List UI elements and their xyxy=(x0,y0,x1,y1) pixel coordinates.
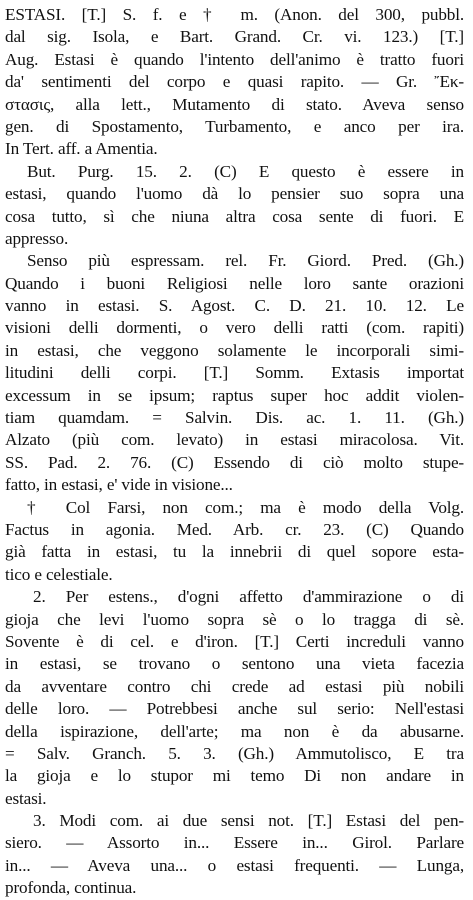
text-line: ESTASI. [T.] S. f. e † m. (Anon. del 300, pubbl. xyxy=(5,5,464,24)
text-line: Alzato (più com. levato) in estasi miracolosa. Vit. xyxy=(5,430,464,450)
text-line: gioja che levi l'uomo sopra sè o lo tragga di sè. xyxy=(5,609,464,629)
text-line: dal sig. Isola, e Bart. Grand. Cr. vi. 123.) [T.] xyxy=(5,27,464,47)
text-line: cosa tutto, sì che niuna altra cosa sente di fuori. E xyxy=(5,206,464,226)
text-line: la gioja e lo stupor mi temo Di non andare in xyxy=(5,766,464,786)
text-line: in... — Aveva una... o estasi frequenti. — Lunga, xyxy=(5,855,464,875)
text-line: tico e celestiale. xyxy=(5,564,113,584)
text-line: tiam quamdam. = Salvin. Dis. ac. 1. 11. (Gh.) xyxy=(5,408,464,428)
entry-body xyxy=(5,4,464,900)
text-line: But. Purg. 15. 2. (C) E questo è essere in xyxy=(27,161,464,181)
text-line: vanno in estasi. S. Agost. C. D. 21. 10. 12. Le xyxy=(5,296,464,316)
text-line: litudini delli corpi. [T.] Somm. Extasis importat xyxy=(5,363,464,383)
text-line: della ispirazione, dell'arte; ma non è da abusarne. xyxy=(5,721,464,741)
text-line: siero. — Assorto in... Essere in... Girol. Parlare xyxy=(5,833,464,853)
text-line: SS. Pad. 2. 76. (C) Essendo di ciò molto stupe- xyxy=(5,452,464,472)
text-line: in estasi, che veggono solamente le incorporali simi- xyxy=(5,340,464,360)
text-line: fatto, in estasi, e' vide in visione... xyxy=(5,475,233,495)
text-line: da avventare contro chi crede ad estasi più nobili xyxy=(5,676,464,696)
text-line: 3. Modi com. ai due sensi not. [T.] Estasi del pen- xyxy=(33,811,464,831)
text-line: profonda, continua. xyxy=(5,878,137,898)
text-line: delle loro. — Potrebbesi anche sul serio: Nell'estasi xyxy=(5,699,464,719)
text-line: Sovente è di cel. e d'iron. [T.] Certi increduli vanno xyxy=(5,631,464,651)
text-line: gen. di Spostamento, Turbamento, e anco per ira. xyxy=(5,116,464,136)
text-line: = Salv. Granch. 5. 3. (Gh.) Ammutolisco, E tra xyxy=(5,743,464,763)
text-line: In Tert. aff. a Amentia. xyxy=(5,139,158,159)
text-line: Quando i buoni Religiosi nelle loro sante orazioni xyxy=(5,273,464,293)
text-line: da' sentimenti del corpo e quasi rapito. — Gr. Ἔκ- xyxy=(5,72,464,92)
text-line: visioni delli dormenti, o vero delli ratti (com. rapiti) xyxy=(5,318,464,338)
text-line: † Col Farsi, non com.; ma è modo della Volg. xyxy=(27,497,464,517)
text-line: Factus in agonia. Med. Arb. cr. 23. (C) Quando xyxy=(5,519,464,539)
text-line: appresso. xyxy=(5,228,69,248)
text-line: Aug. Estasi è quando l'intento dell'animo è tratto fuori xyxy=(5,49,464,69)
text-line: estasi. xyxy=(5,788,47,808)
text-line: 2. Per estens., d'ogni affetto d'ammirazione o di xyxy=(33,587,464,607)
text-line: in estasi, se trovano o sentono una vieta facezia xyxy=(5,654,464,674)
text-line: già fatta in estasi, tu la innebrii di quel sopore esta- xyxy=(5,542,464,562)
text-line: στασις, alla lett., Mutamento di stato. Aveva senso xyxy=(5,94,464,114)
text-line: excessum in se ipsum; raptus super hoc addit violen- xyxy=(5,385,464,405)
text-line: estasi, quando l'uomo dà lo pensier suo sopra una xyxy=(5,184,464,204)
text-line: Senso più espressam. rel. Fr. Giord. Pred. (Gh.) xyxy=(27,251,464,271)
